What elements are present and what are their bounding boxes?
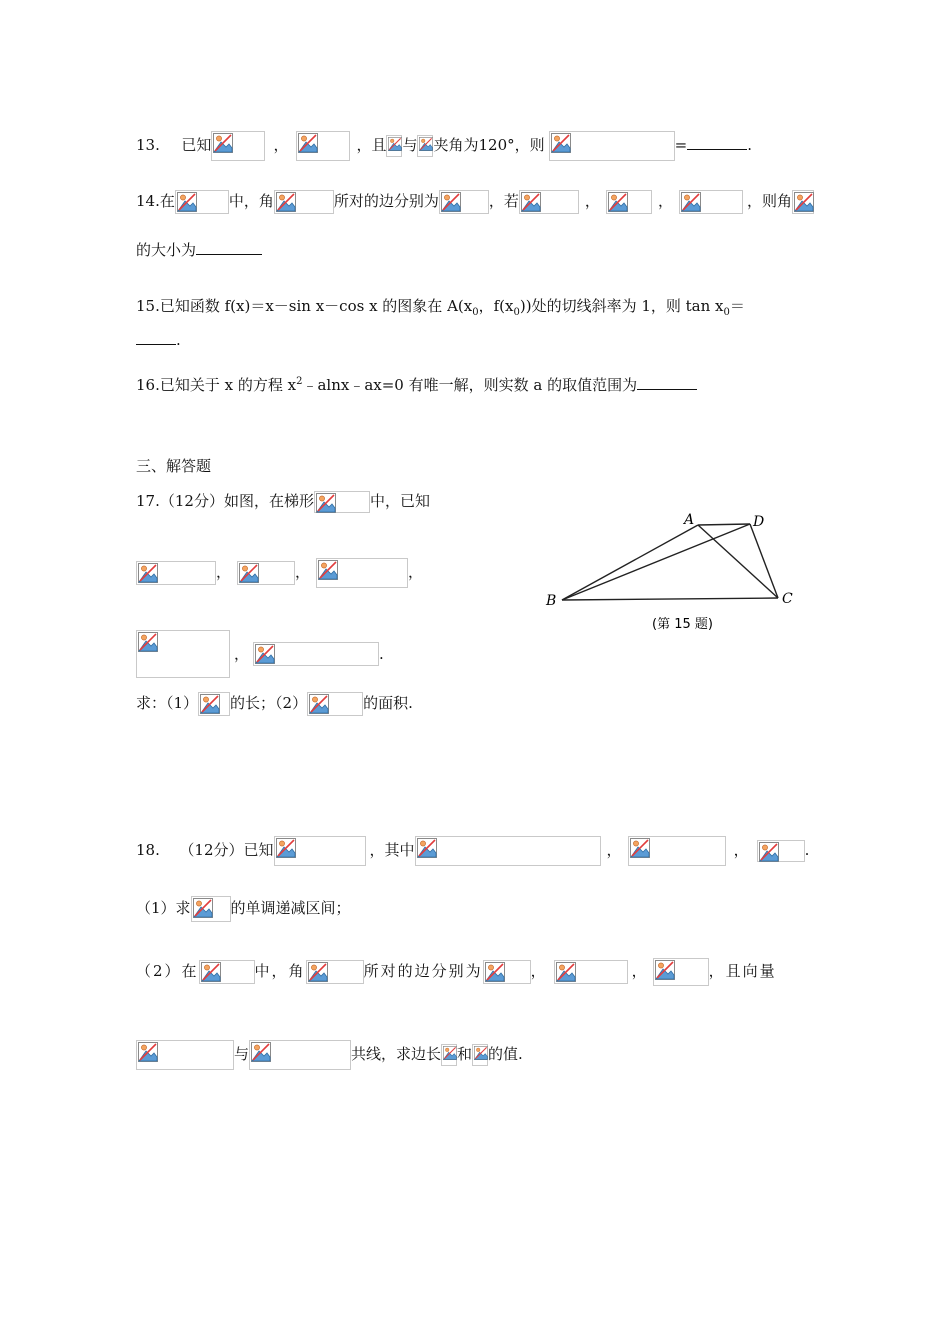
broken-image-icon: [794, 192, 814, 212]
point-c-label: C: [782, 591, 793, 607]
formula-image: [198, 692, 230, 716]
trapezoid-diagram: [536, 505, 806, 645]
question-number: 18.: [136, 841, 160, 859]
broken-image-icon: [630, 838, 650, 858]
broken-image-icon: [759, 842, 779, 862]
broken-image-icon: [298, 133, 318, 153]
segment-bd: [562, 524, 750, 600]
question-number: 14.: [136, 192, 160, 210]
formula-image: [136, 561, 216, 585]
broken-image-icon: [138, 632, 158, 652]
broken-image-icon: [681, 192, 701, 212]
broken-image-icon: [419, 137, 433, 151]
broken-image-icon: [417, 838, 437, 858]
question-17-givens-2: ， .: [136, 630, 384, 680]
question-number: 17.: [136, 492, 160, 510]
question-16: 16.已知关于 x 的方程 $x^2﹣alnx﹣ax=0$ 有唯一解，则实数 a 的取值范围为: [136, 372, 697, 394]
formula-image: [307, 692, 363, 716]
answer-blank: [637, 375, 697, 390]
formula-image: [792, 190, 814, 214]
broken-image-icon: [474, 1046, 488, 1060]
trapezoid-figure: [536, 505, 806, 645]
broken-image-icon: [608, 192, 628, 212]
broken-image-icon: [443, 1046, 457, 1060]
broken-image-icon: [138, 563, 158, 583]
broken-image-icon: [213, 133, 233, 153]
broken-image-icon: [309, 694, 329, 714]
formula-image: [415, 836, 601, 866]
question-14-cont: 的大小为: [136, 240, 262, 262]
broken-image-icon: [551, 133, 571, 153]
question-14: 14.在 中，角 所对的边分别为 ，若 ， ， ，则角: [136, 190, 814, 212]
question-15: 15.已知函数 f(x)＝x－sin x－cos x 的图象在 $A(x_0$，$f(x_0)$)处的切线斜率为 1，则 $\tan x_0=$: [136, 297, 745, 318]
question-15-cont: .: [136, 330, 181, 352]
section-title: 三、解答题: [136, 457, 212, 475]
question-18-part2: （2）在 中，角 所对的边分别为 ， ， ，且向量: [136, 958, 777, 988]
answer-blank: [687, 135, 747, 150]
question-18-part1: （1）求 的单调递减区间；: [136, 896, 351, 926]
broken-image-icon: [201, 962, 221, 982]
formula-image: [472, 1044, 488, 1066]
broken-image-icon: [276, 838, 296, 858]
broken-image-icon: [251, 1042, 271, 1062]
formula-image: [628, 836, 726, 866]
broken-image-icon: [177, 192, 197, 212]
formula-image: [211, 131, 265, 161]
broken-image-icon: [308, 962, 328, 982]
broken-image-icon: [521, 192, 541, 212]
formula-image: [136, 630, 230, 678]
broken-image-icon: [316, 493, 336, 513]
question-13: 13. 已知 ， ，且 与 夹角为120°，则 = .: [136, 131, 752, 153]
formula-image: [296, 131, 350, 161]
broken-image-icon: [239, 563, 259, 583]
formula-image: [483, 960, 531, 984]
formula-image: [519, 190, 579, 214]
formula-image: [554, 960, 628, 984]
point-b-label: B: [546, 593, 557, 609]
formula-image: [136, 1040, 234, 1070]
question-17-givens: ， ， ，: [136, 558, 423, 588]
question-17: 17.（12分）如图，在梯形 中，已知: [136, 491, 430, 513]
formula-image: [606, 190, 652, 214]
formula-image: [441, 1044, 457, 1066]
point-a-label: A: [684, 512, 695, 528]
answer-blank: [196, 240, 262, 255]
question-18-part2-cont: 与 共线，求边长 和 的值.: [136, 1040, 523, 1072]
answer-blank: [136, 330, 176, 345]
broken-image-icon: [200, 694, 220, 714]
broken-image-icon: [556, 962, 576, 982]
broken-image-icon: [318, 560, 338, 580]
question-17-ask: 求：（1） 的长；（2） 的面积.: [136, 692, 413, 718]
segment-dc: [750, 524, 778, 598]
formula-image: [653, 958, 709, 986]
formula-image: [249, 1040, 351, 1070]
formula-image: [316, 558, 408, 588]
question-number: 15.: [136, 297, 160, 315]
figure-caption: (第 15 题): [652, 617, 713, 632]
point-d-label: D: [753, 514, 765, 530]
formula-image: [386, 135, 402, 157]
broken-image-icon: [193, 898, 213, 918]
formula-image: [175, 190, 229, 214]
question-18: 18. （12分）已知 ，其中 ， ， .: [136, 836, 809, 866]
formula-image: [237, 561, 295, 585]
broken-image-icon: [655, 960, 675, 980]
broken-image-icon: [255, 644, 275, 664]
broken-image-icon: [276, 192, 296, 212]
formula-image: [549, 131, 675, 161]
broken-image-icon: [485, 962, 505, 982]
segment-bc: [562, 598, 778, 600]
question-number: 16.: [136, 376, 160, 394]
formula-image: [191, 896, 231, 922]
formula-image: [199, 960, 255, 984]
question-number: 13.: [136, 136, 160, 154]
formula-image: [274, 836, 366, 866]
formula-image: [439, 190, 489, 214]
segment-ac: [698, 525, 778, 598]
formula-image: [306, 960, 364, 984]
formula-image: [679, 190, 743, 214]
formula-image: [274, 190, 334, 214]
broken-image-icon: [441, 192, 461, 212]
segment-ba: [562, 525, 698, 600]
formula-image: [314, 491, 370, 513]
segment-ad: [698, 524, 750, 525]
broken-image-icon: [388, 137, 402, 151]
formula-image: [757, 840, 805, 862]
formula-image: [417, 135, 433, 157]
broken-image-icon: [138, 1042, 158, 1062]
formula-image: [253, 642, 379, 666]
